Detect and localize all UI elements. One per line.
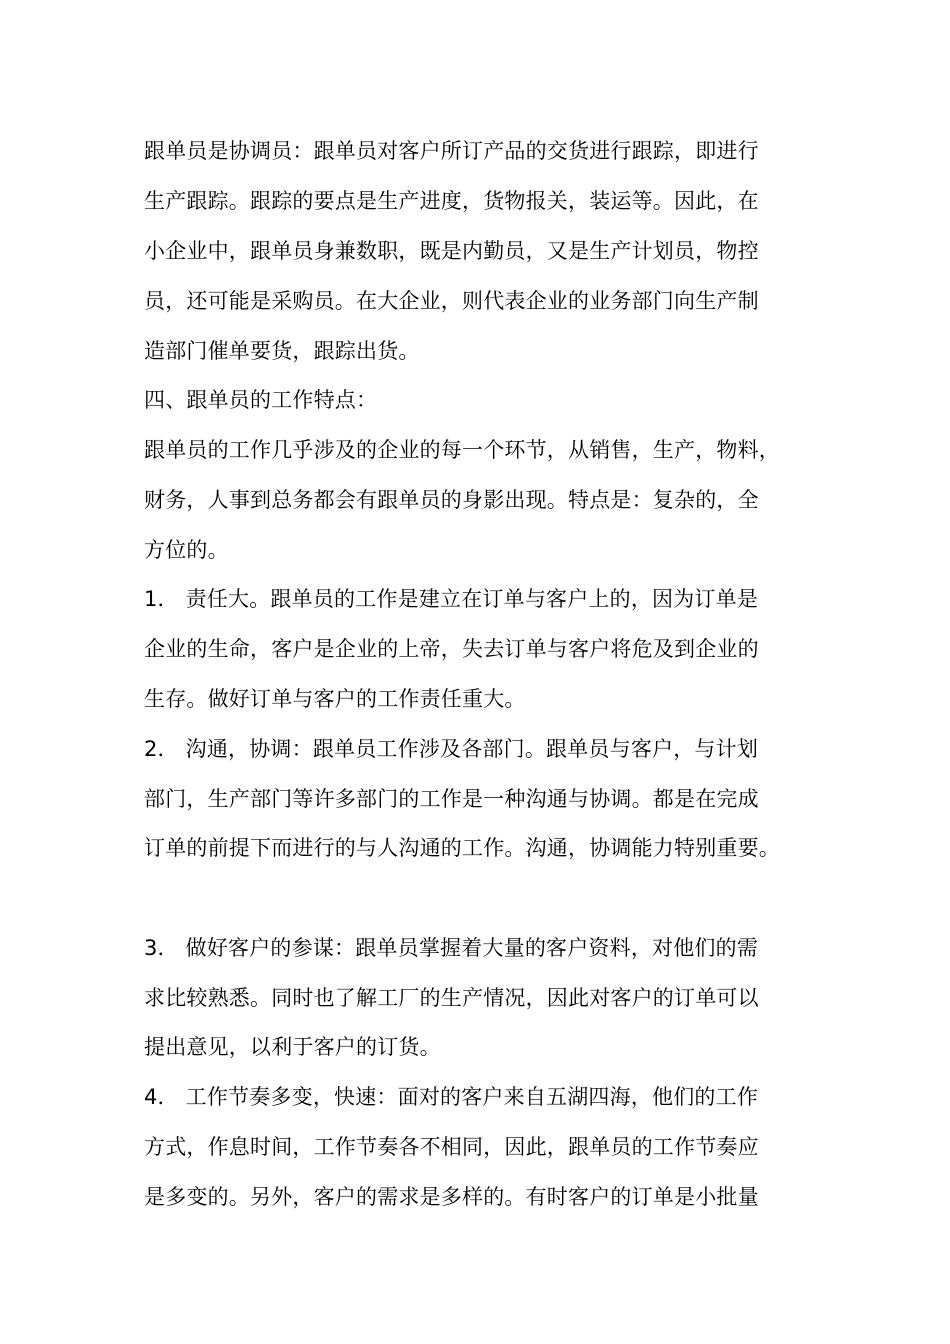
text-line: 提出意见，以利于客户的订货。 <box>144 1035 441 1059</box>
text-line: 跟单员是协调员：跟单员对客户所订产品的交货进行跟踪，即进行 <box>144 139 759 163</box>
text-line: 方式，作息时间，工作节奏各不相同，因此，跟单员的工作节奏应 <box>144 1135 759 1159</box>
text-line: 方位的。 <box>144 538 229 562</box>
text-line: 求比较熟悉。同时也了解工厂的生产情况，因此对客户的订单可以 <box>144 986 759 1010</box>
text-line: 是多变的。另外，客户的需求是多样的。有时客户的订单是小批量 <box>144 1185 759 1209</box>
list-item-line: 1． 责任大。跟单员的工作是建立在订单与客户上的，因为订单是 <box>144 587 759 611</box>
list-item-line: 4． 工作节奏多变，快速：面对的客户来自五湖四海，他们的工作 <box>144 1085 759 1109</box>
section-heading: 四、跟单员的工作特点： <box>144 388 378 412</box>
list-item-line: 2． 沟通，协调：跟单员工作涉及各部门。跟单员与客户，与计划 <box>144 737 759 761</box>
list-item-line: 3． 做好客户的参谋：跟单员掌握着大量的客户资料，对他们的需 <box>144 936 759 960</box>
text-line: 生存。做好订单与客户的工作责任重大。 <box>144 687 526 711</box>
text-line: 订单的前提下而进行的与人沟通的工作。沟通，协调能力特别重要。 <box>144 836 780 860</box>
text-line: 财务，人事到总务都会有跟单员的身影出现。特点是：复杂的，全 <box>144 488 759 512</box>
text-line: 跟单员的工作几乎涉及的企业的每一个环节，从销售，生产，物料， <box>144 438 780 462</box>
text-line: 小企业中，跟单员身兼数职，既是内勤员，又是生产计划员，物控 <box>144 239 759 263</box>
text-line: 造部门催单要货，跟踪出货。 <box>144 339 420 363</box>
text-line: 生产跟踪。跟踪的要点是生产进度，货物报关，装运等。因此，在 <box>144 189 759 213</box>
text-line: 部门，生产部门等许多部门的工作是一种沟通与协调。都是在完成 <box>144 787 759 811</box>
text-line: 企业的生命，客户是企业的上帝，失去订单与客户将危及到企业的 <box>144 637 759 661</box>
text-line: 员，还可能是采购员。在大企业，则代表企业的业务部门向生产制 <box>144 289 759 313</box>
